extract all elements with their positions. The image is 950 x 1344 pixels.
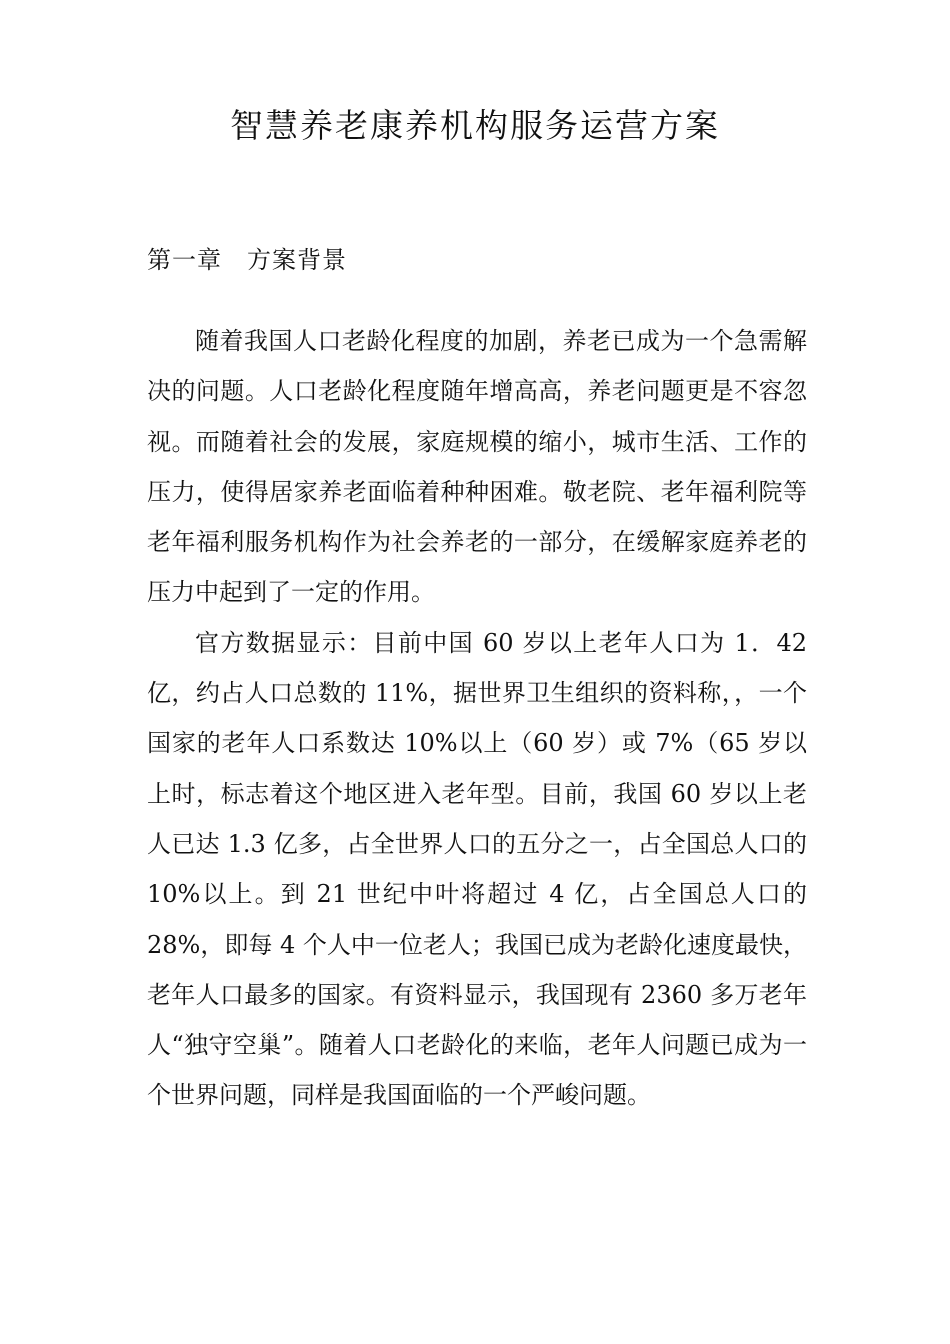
document-title: 智慧养老康养机构服务运营方案 (230, 106, 720, 145)
paragraph-background-intro: 随着我国人口老龄化程度的加剧，养老已成为一个急需解决的问题。人口老龄化程度随年增高高，养老问题更是不容忽视。而随着社会的发展，家庭规模的缩小，城市生活、工作的压力，使得居家养老面临着种种困难。敬老院、老年福利院等老年福利服务机构作为社会养老的一部分，在缓解家庭养老的压力中起到了一定的作用。 (147, 327, 807, 607)
chapter-heading: 第一章 方案背景 (147, 246, 347, 274)
paragraph-official-data: 官方数据显示：目前中国 60 岁以上老年人口为 1．42 亿，约占人口总数的 11%，据世界卫生组织的资料称，，一个国家的老年人口系数达 10%以上（60 岁）或 7%（65 岁以上时，标志着这个地区进入老年型。目前，我国 60 岁以上老人已达 1.3 亿多，占全世界人口的五分之一，占全国总人口的 10%以上。到 21 世纪中叶将超过 4 亿，占全国总人口的 28%，即每 4 个人中一位老人；我国已成为老龄化速度最快，老年人口最多的国家。有资料显示，我国现有 2360 多万老年人“独守空巢”。随着人口老龄化的来临，老年人问题已成为一个世界问题，同样是我国面临的一个严峻问题。 (147, 628, 807, 1110)
body-text (147, 316, 807, 1121)
